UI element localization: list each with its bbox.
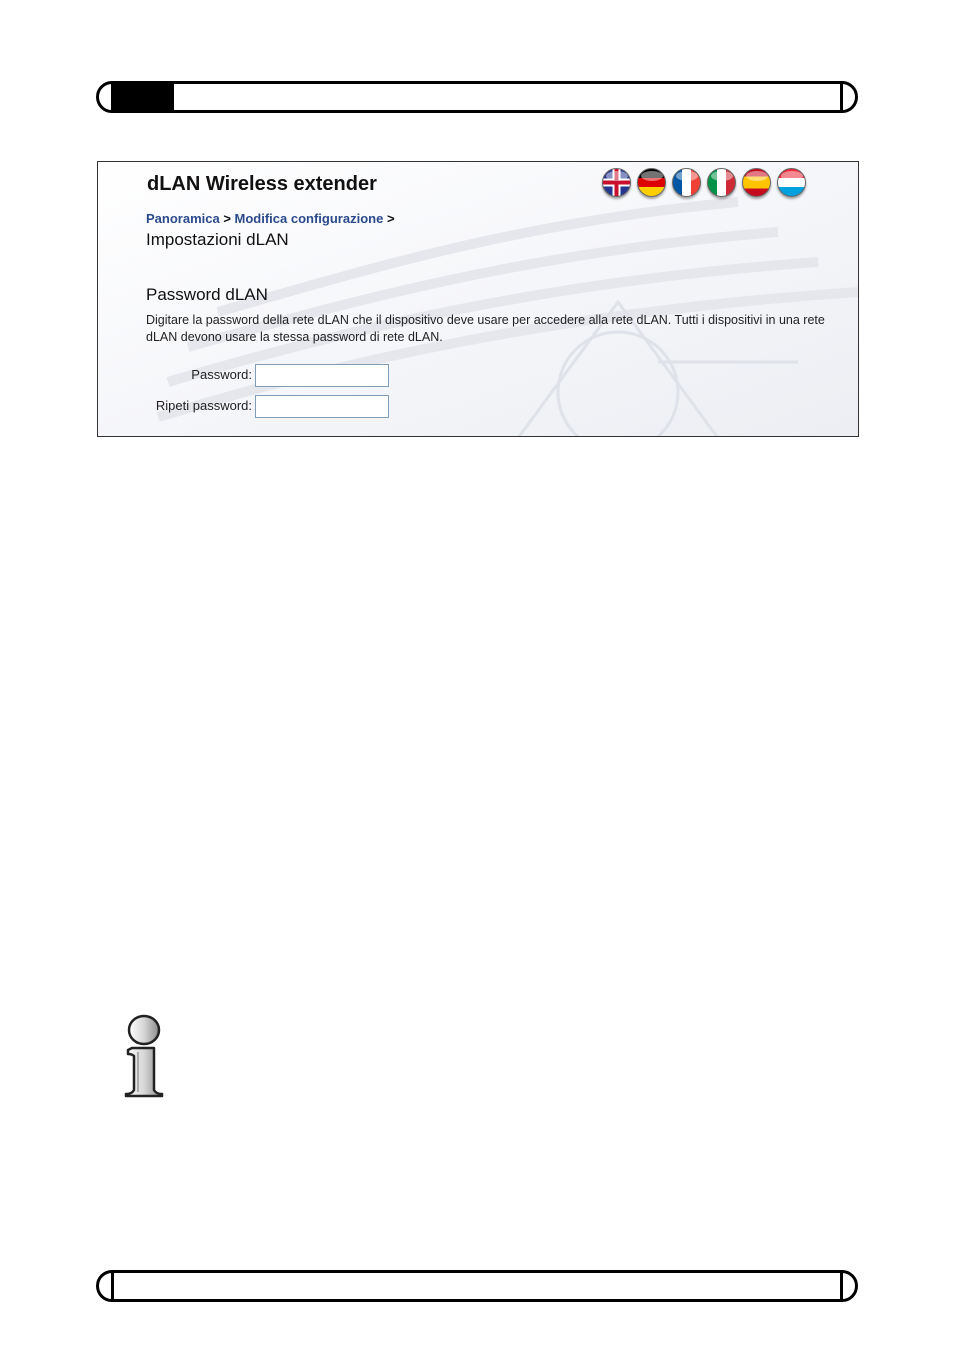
header-bar-right-cap — [840, 81, 843, 113]
app-title: dLAN Wireless extender — [147, 173, 377, 195]
english-flag-icon[interactable] — [602, 168, 631, 197]
french-flag-icon[interactable] — [672, 168, 701, 197]
breadcrumb-link-overview[interactable]: Panoramica — [146, 211, 220, 226]
section-description: Digitare la password della rete dLAN che il dispositivo deve usare per accedere alla rete dLAN. Tutti i dispositivi in una rete dLAN devono usare la stessa password di rete dLAN. — [146, 313, 825, 344]
breadcrumb-separator: > — [383, 211, 395, 226]
dlan-settings-screenshot — [97, 161, 859, 437]
section-heading: Password dLAN — [146, 285, 268, 304]
breadcrumb-link-modify-config[interactable]: Modifica configurazione — [234, 211, 384, 226]
italian-flag-icon[interactable] — [707, 168, 736, 197]
luxembourg-flag-icon[interactable] — [777, 168, 806, 197]
page-number-tab — [111, 81, 174, 113]
info-icon — [110, 1012, 190, 1104]
footer-bar-right-cap — [840, 1270, 843, 1302]
page-header-bar — [96, 81, 858, 113]
repeat-password-input[interactable] — [255, 395, 389, 418]
breadcrumb — [146, 211, 395, 226]
password-label: Password: — [191, 367, 252, 382]
repeat-password-label: Ripeti password: — [155, 398, 252, 413]
password-input[interactable] — [255, 364, 389, 387]
breadcrumb-separator: > — [219, 211, 235, 226]
german-flag-icon[interactable] — [637, 168, 666, 197]
page-footer-bar — [96, 1270, 858, 1302]
page-title: Impostazioni dLAN — [146, 230, 289, 249]
spanish-flag-icon[interactable] — [742, 168, 771, 197]
footer-bar-left-cap — [111, 1270, 114, 1302]
language-selector — [602, 168, 806, 197]
